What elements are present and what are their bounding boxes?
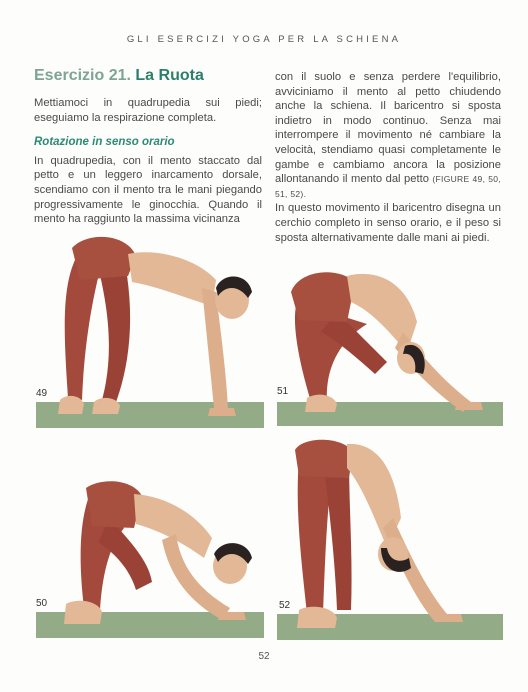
left-column [34, 66, 262, 227]
figure-number: 49 [36, 388, 48, 399]
yoga-pose-illustration [277, 438, 503, 642]
right-column [275, 70, 501, 245]
figure-number: 50 [36, 598, 48, 609]
photo-figure-52 [277, 438, 503, 642]
figure-number: 52 [279, 600, 291, 611]
yoga-pose-illustration [277, 262, 503, 432]
exercise-title [34, 66, 262, 86]
right-body-paragraph-2: In questo movimento il baricentro disegna un cerchio completo in senso orario, e il peso si sposta alternativamente dalle mani ai piedi. [275, 202, 501, 244]
right-body-text: con il suolo e senza perdere l'equilibrio, avviciniamo il mento al petto chiudendo anche la schiena. Il baricentro si sposta indietro in modo continuo. Senza mai interrompere il movimento né cambiare la velocità, stendiamo quasi completamente le gambe e cambiamo ancora la posizione allontanando il mento dal petto [275, 71, 501, 186]
left-body-paragraph: In quadrupedia, con il mento staccato dal petto e un leggero inarcamento dorsale, scendiamo con il mento tra le mani piegando progressivamente le ginocchia. Quando il mento ha raggiunto la massima vicinanza [34, 154, 262, 226]
figure-number: 51 [277, 386, 289, 397]
exercise-number: Esercizio 21. [34, 67, 131, 84]
photo-figure-50 [36, 478, 264, 642]
photo-figure-51 [277, 262, 503, 432]
intro-paragraph: Mettiamoci in quadrupedia sui piedi; eseguiamo la respirazione completa. [34, 97, 262, 124]
yoga-pose-illustration [36, 478, 264, 642]
page-number: 52 [258, 651, 270, 662]
running-head: GLI ESERCIZI YOGA PER LA SCHIENA [126, 34, 402, 45]
photo-figure-49 [36, 228, 264, 432]
exercise-name: La Ruota [135, 67, 204, 84]
right-body-paragraph-1 [275, 70, 501, 201]
yoga-pose-illustration [36, 228, 264, 432]
figure-reference: (FIGURE 49, 50, 51, 52). [275, 174, 501, 199]
subheading: Rotazione in senso orario [34, 136, 175, 149]
